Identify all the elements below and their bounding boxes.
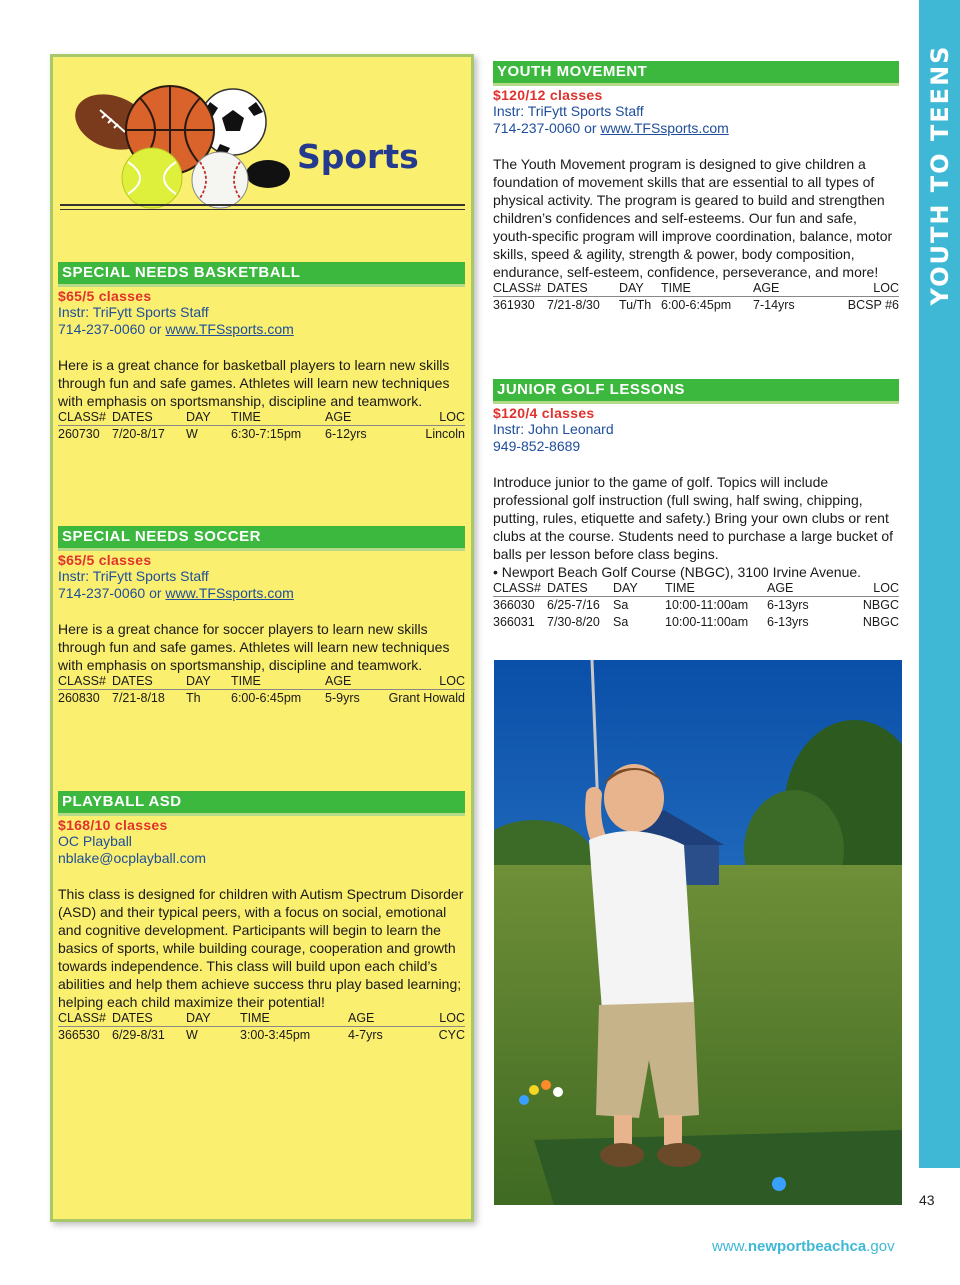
cell-age: 5-9yrs bbox=[325, 691, 360, 705]
class-table bbox=[58, 1011, 465, 1044]
cell-loc: Grant Howald bbox=[388, 691, 465, 705]
section-description: Introduce junior to the game of golf. Topics will include professional golf instruction (full swing, half swing, chipping, putting, rules, etiquette and safety.) Bring your own clubs or rent clubs at the course. Students need to purchase a large bucket of balls per lesson before class begins. bbox=[493, 474, 894, 562]
cell-time: 3:00-3:45pm bbox=[240, 1028, 311, 1042]
cell-day: W bbox=[186, 427, 198, 441]
footer-url-domain: newportbeachca bbox=[747, 1238, 867, 1255]
section-contact: 949-852-8689 bbox=[493, 438, 581, 454]
section-description: Here is a great chance for soccer players to learn new skills through fun and safe games. Athletes will learn new techniques with emphasis on sportsmanship, discipline and teamwork. bbox=[58, 621, 450, 673]
cell-dates: 7/21-8/18 bbox=[112, 691, 165, 705]
col-class: CLASS# bbox=[58, 410, 112, 426]
contact-phone: 714-237-0060 or bbox=[58, 321, 166, 337]
section-price: $65/5 classes bbox=[58, 288, 152, 304]
page-number: 43 bbox=[919, 1192, 935, 1208]
contact-phone: 714-237-0060 or bbox=[493, 120, 601, 136]
cell-time: 6:00-6:45pm bbox=[231, 691, 302, 705]
section-description: Here is a great chance for basketball players to learn new skills through fun and safe games. Athletes will learn new techniques with emphasis on sportsmanship, discipline and teamwork. bbox=[58, 357, 450, 409]
heading-divider bbox=[60, 204, 465, 210]
cell-day: W bbox=[186, 1028, 198, 1042]
cell-time: 6:00-6:45pm bbox=[661, 298, 732, 312]
section-title: JUNIOR GOLF LESSONS bbox=[493, 379, 899, 404]
section-contact bbox=[58, 321, 465, 338]
table-row bbox=[58, 426, 465, 444]
col-class: CLASS# bbox=[493, 281, 547, 297]
cell-day: Sa bbox=[613, 598, 629, 612]
table-row bbox=[493, 297, 899, 315]
section-price: $65/5 classes bbox=[58, 552, 152, 568]
col-age: AGE bbox=[767, 581, 837, 597]
table-row bbox=[493, 614, 899, 631]
footer-url-prefix: www. bbox=[712, 1238, 748, 1255]
col-age: AGE bbox=[325, 410, 385, 426]
class-table bbox=[493, 281, 899, 314]
cell-dates: 6/29-8/31 bbox=[112, 1028, 165, 1042]
cell-age: 7-14yrs bbox=[753, 298, 795, 312]
cell-dates: 7/20-8/17 bbox=[112, 427, 165, 441]
table-header-row bbox=[493, 581, 899, 597]
col-dates: DATES bbox=[112, 674, 186, 690]
cell-class: 260730 bbox=[58, 427, 100, 441]
table-row bbox=[493, 597, 899, 615]
col-day: DAY bbox=[186, 1011, 240, 1027]
class-table bbox=[58, 674, 465, 707]
contact-link[interactable]: www.TFSsports.com bbox=[600, 120, 729, 136]
location-bullet: • Newport Beach Golf Course (NBGC), 3100 Irvine Avenue. bbox=[493, 564, 862, 580]
contact-phone: 714-237-0060 or bbox=[58, 585, 166, 601]
col-day: DAY bbox=[186, 410, 231, 426]
cell-class: 260830 bbox=[58, 691, 100, 705]
side-tab bbox=[919, 0, 960, 1168]
cell-day: Tu/Th bbox=[619, 298, 652, 312]
col-day: DAY bbox=[186, 674, 231, 690]
section-title: PLAYBALL ASD bbox=[58, 791, 465, 816]
section-price: $120/12 classes bbox=[493, 87, 603, 103]
class-table bbox=[58, 410, 465, 443]
col-loc: LOC bbox=[408, 1011, 465, 1027]
footer-url-suffix: .gov bbox=[866, 1238, 895, 1255]
section-price: $168/10 classes bbox=[58, 817, 168, 833]
col-age: AGE bbox=[325, 674, 379, 690]
col-dates: DATES bbox=[547, 581, 613, 597]
cell-time: 10:00-11:00am bbox=[665, 615, 749, 629]
golf-photo bbox=[494, 660, 902, 1205]
cell-class: 366030 bbox=[493, 598, 535, 612]
cell-day: Th bbox=[186, 691, 201, 705]
section-basketball bbox=[58, 262, 465, 443]
section-description: This class is designed for children with Autism Spectrum Disorder (ASD) and their typical peers, with a focus on social, emotional and cognitive development. Participants will begin to learn the basics of sports, while building courage, cooperation and growth towards independence. This class will build upon each child’s abilities and help them achieve success thru play based learning; helping each child maximize their potential! bbox=[58, 886, 464, 1010]
baseball-icon bbox=[192, 152, 248, 208]
col-dates: DATES bbox=[547, 281, 619, 297]
section-instructor: Instr: TriFytt Sports Staff bbox=[493, 103, 644, 119]
tennis-ball-icon bbox=[122, 148, 182, 208]
hockey-puck-icon bbox=[246, 160, 290, 188]
table-header-row bbox=[58, 1011, 465, 1027]
section-youth-movement bbox=[493, 61, 899, 314]
section-instructor: OC Playball bbox=[58, 833, 132, 849]
class-table bbox=[493, 581, 899, 631]
section-soccer bbox=[58, 526, 465, 707]
cell-loc: NBGC bbox=[862, 598, 899, 612]
table-header-row bbox=[58, 674, 465, 690]
cell-class: 361930 bbox=[493, 298, 535, 312]
section-price: $120/4 classes bbox=[493, 405, 595, 421]
section-title: SPECIAL NEEDS SOCCER bbox=[58, 526, 465, 551]
cell-loc: CYC bbox=[438, 1028, 465, 1042]
section-contact[interactable]: nblake@ocplayball.com bbox=[58, 850, 207, 866]
footer-url[interactable] bbox=[712, 1238, 895, 1255]
cell-age: 6-12yrs bbox=[325, 427, 367, 441]
section-junior-golf bbox=[493, 379, 899, 631]
side-tab-label: YOUTH TO TEENS bbox=[925, 44, 954, 306]
col-day: DAY bbox=[613, 581, 665, 597]
section-instructor: Instr: John Leonard bbox=[493, 421, 614, 437]
col-class: CLASS# bbox=[58, 674, 112, 690]
col-class: CLASS# bbox=[58, 1011, 112, 1027]
cell-dates: 6/25-7/16 bbox=[547, 598, 600, 612]
col-dates: DATES bbox=[112, 1011, 186, 1027]
col-age: AGE bbox=[753, 281, 823, 297]
col-loc: LOC bbox=[379, 674, 465, 690]
col-class: CLASS# bbox=[493, 581, 547, 597]
sports-balls-illustration bbox=[70, 82, 295, 212]
col-loc: LOC bbox=[837, 581, 899, 597]
cell-day: Sa bbox=[613, 615, 629, 629]
col-time: TIME bbox=[231, 674, 325, 690]
contact-link[interactable]: www.TFSsports.com bbox=[165, 585, 294, 601]
sports-heading: Sports bbox=[297, 137, 419, 176]
col-dates: DATES bbox=[112, 410, 186, 426]
col-loc: LOC bbox=[385, 410, 465, 426]
cell-time: 10:00-11:00am bbox=[665, 598, 749, 612]
cell-class: 366530 bbox=[58, 1028, 100, 1042]
col-day: DAY bbox=[619, 281, 661, 297]
col-time: TIME bbox=[665, 581, 767, 597]
section-description: The Youth Movement program is designed to give children a foundation of movement skills that are essential to all types of physical activity. The program is geared to build and strengthen children’s confidences and self-esteems. Our fun and safe, youth-specific program will improve coordination, balance, motor skills, speed & agility, strength & power, body composition, endurance, self-esteem, confidence, perseverance, and more! bbox=[493, 156, 893, 280]
section-title: SPECIAL NEEDS BASKETBALL bbox=[58, 262, 465, 287]
section-instructor: Instr: TriFytt Sports Staff bbox=[58, 568, 209, 584]
cell-loc: Lincoln bbox=[425, 427, 465, 441]
table-header-row bbox=[493, 281, 899, 297]
contact-link[interactable]: www.TFSsports.com bbox=[165, 321, 294, 337]
cell-age: 6-13yrs bbox=[767, 615, 809, 629]
cell-class: 366031 bbox=[493, 615, 535, 629]
cell-dates: 7/21-8/30 bbox=[547, 298, 600, 312]
table-row bbox=[58, 1027, 465, 1045]
cell-loc: NBGC bbox=[862, 615, 899, 629]
col-time: TIME bbox=[240, 1011, 348, 1027]
table-header-row bbox=[58, 410, 465, 426]
section-contact bbox=[493, 120, 899, 137]
section-playball bbox=[58, 791, 465, 1044]
section-title: YOUTH MOVEMENT bbox=[493, 61, 899, 86]
table-row bbox=[58, 690, 465, 708]
section-instructor: Instr: TriFytt Sports Staff bbox=[58, 304, 209, 320]
cell-dates: 7/30-8/20 bbox=[547, 615, 600, 629]
cell-loc: BCSP #6 bbox=[847, 298, 899, 312]
col-time: TIME bbox=[231, 410, 325, 426]
col-loc: LOC bbox=[823, 281, 899, 297]
col-age: AGE bbox=[348, 1011, 408, 1027]
section-contact bbox=[58, 585, 465, 602]
cell-time: 6:30-7:15pm bbox=[231, 427, 302, 441]
col-time: TIME bbox=[661, 281, 753, 297]
cell-age: 4-7yrs bbox=[348, 1028, 383, 1042]
cell-age: 6-13yrs bbox=[767, 598, 809, 612]
